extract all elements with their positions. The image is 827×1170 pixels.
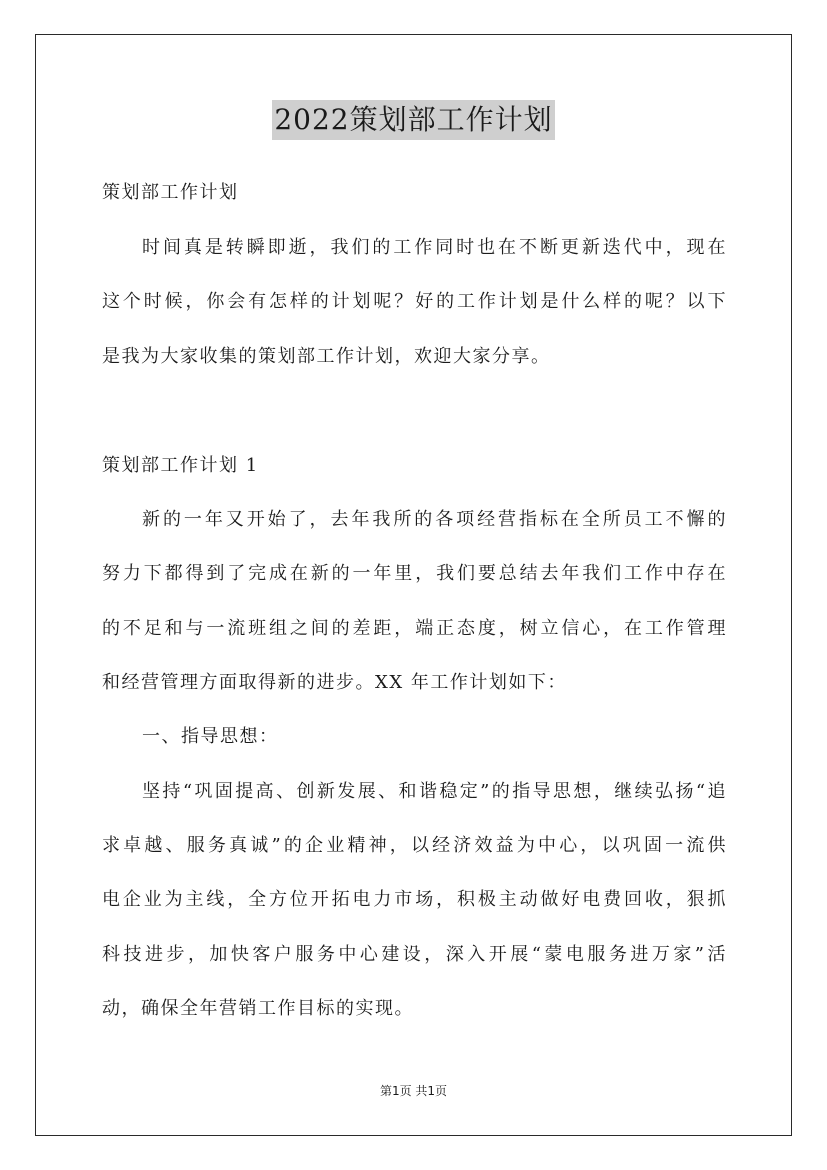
paragraph-line: 科技进步，加快客户服务中心建设，深入开展“蒙电服务进万家”活 xyxy=(102,944,727,965)
document-title: 2022策划部工作计划 xyxy=(272,100,554,140)
paragraph-line: 时间真是转瞬即逝，我们的工作同时也在不断更新迭代中，现在 xyxy=(142,237,727,258)
paragraph-line: 电企业为主线，全方位开拓电力市场，积极主动做好电费回收，狠抓 xyxy=(102,889,727,910)
section-heading: 策划部工作计划 1 xyxy=(102,455,259,476)
paragraph-line: 坚持“巩固提高、创新发展、和谐稳定”的指导思想，继续弘扬“追 xyxy=(142,781,727,802)
paragraph-line: 是我为大家收集的策划部工作计划，欢迎大家分享。 xyxy=(102,346,551,367)
paragraph-line: 和经营管理方面取得新的进步。XX 年工作计划如下： xyxy=(102,672,567,693)
paragraph-line: 的不足和与一流班组之间的差距，端正态度，树立信心，在工作管理 xyxy=(102,618,727,639)
page-footer: 第1页 共1页 xyxy=(379,1084,448,1098)
paragraph-line: 动，确保全年营销工作目标的实现。 xyxy=(102,998,414,1019)
paragraph-line: 求卓越、服务真诚”的企业精神，以经济效益为中心，以巩固一流供 xyxy=(102,835,727,856)
title-container xyxy=(0,100,827,140)
paragraph-line: 新的一年又开始了，去年我所的各项经营指标在全所员工不懈的 xyxy=(142,509,727,530)
paragraph-line: 努力下都得到了完成在新的一年里，我们要总结去年我们工作中存在 xyxy=(102,563,727,584)
paragraph-line: 这个时候，你会有怎样的计划呢？好的工作计划是什么样的呢？以下 xyxy=(102,291,727,312)
subheading: 一、指导思想： xyxy=(142,726,279,747)
section-heading: 策划部工作计划 xyxy=(102,182,239,203)
